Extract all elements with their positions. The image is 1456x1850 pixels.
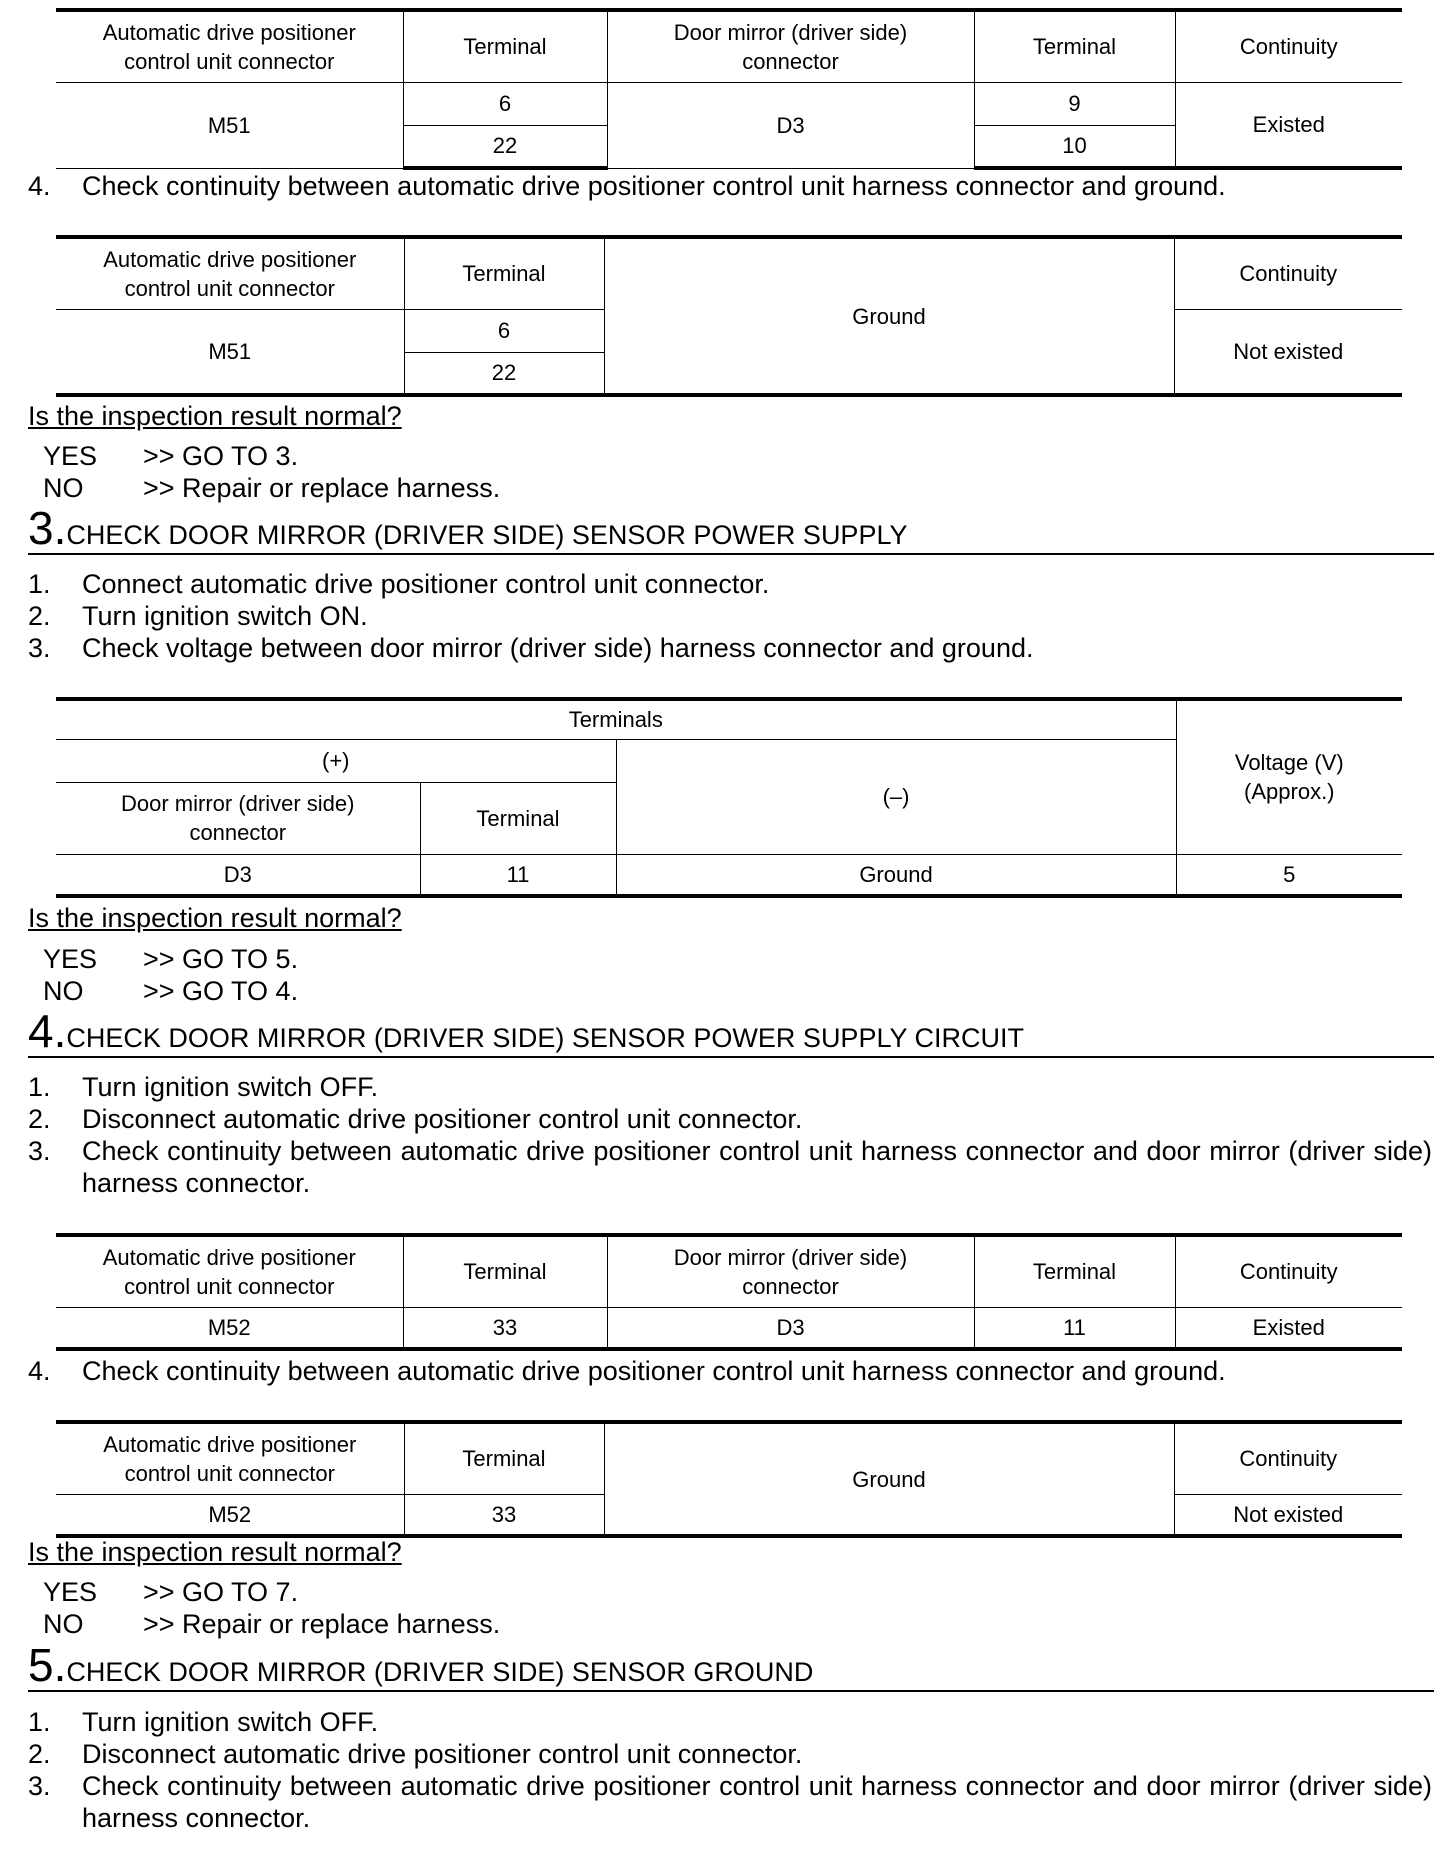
header-terminal: Terminal: [404, 237, 604, 309]
header-adp-connector: Automatic drive positioner control unit connector: [56, 1235, 403, 1307]
step-number: 3.: [28, 1771, 51, 1801]
section-heading-3: 3.CHECK DOOR MIRROR (DRIVER SIDE) SENSOR POWER SUPPLY: [28, 503, 1434, 555]
header-terminals: Terminals: [56, 699, 1176, 739]
voltage-table-d3: [56, 697, 1402, 898]
cell-mirror-connector: D3: [607, 82, 974, 168]
cell-continuity: Existed: [1175, 1307, 1402, 1349]
header-terminal: Terminal: [403, 1235, 607, 1307]
header-terminal: Terminal: [403, 10, 607, 82]
header-adp-connector: Automatic drive positioner control unit connector: [56, 10, 403, 82]
inspection-question: Is the inspection result normal?: [28, 401, 402, 431]
header-terminal: Terminal: [420, 782, 616, 854]
cell-connector: M51: [56, 82, 403, 168]
cell-ground: Ground: [604, 1422, 1174, 1536]
section-heading-4: 4.CHECK DOOR MIRROR (DRIVER SIDE) SENSOR POWER SUPPLY CIRCUIT: [28, 1006, 1434, 1058]
step-text: Check continuity between automatic drive positioner control unit harness connector and ground.: [82, 171, 1226, 201]
cell-connector: M51: [56, 309, 404, 395]
header-continuity: Continuity: [1174, 237, 1402, 309]
step-text: Check continuity between automatic drive positioner control unit harness connector and ground.: [82, 1356, 1226, 1386]
cell-mirror-terminal: 9: [974, 82, 1175, 125]
step-number: 2.: [28, 1739, 51, 1769]
step-text: Check voltage between door mirror (driver side) harness connector and ground.: [82, 633, 1034, 663]
cell-ground: Ground: [604, 237, 1174, 395]
header-plus: (+): [56, 739, 616, 782]
step-number: 4.: [28, 171, 51, 201]
inspection-question: Is the inspection result normal?: [28, 903, 402, 933]
header-continuity: Continuity: [1174, 1422, 1402, 1494]
answer-yes: YES >> GO TO 7.: [43, 1577, 299, 1607]
header-minus: (–): [616, 739, 1176, 854]
cell-continuity: Existed: [1175, 82, 1402, 168]
step-text: Disconnect automatic drive positioner control unit connector.: [82, 1104, 803, 1134]
continuity-table-m51-d3: [56, 8, 1402, 170]
cell-connector: D3: [56, 854, 420, 896]
cell-terminal: 6: [404, 309, 604, 352]
step-number: 2.: [28, 601, 51, 631]
cell-connector: M52: [56, 1494, 404, 1536]
answer-no: NO >> Repair or replace harness.: [43, 473, 501, 503]
step-text: Connect automatic drive positioner control unit connector.: [82, 569, 770, 599]
step-text: Disconnect automatic drive positioner control unit connector.: [82, 1739, 803, 1769]
step-text: Check continuity between automatic drive positioner control unit harness connector and door mirror (driver side) harness connector.: [82, 1771, 1432, 1833]
cell-mirror-terminal: 10: [974, 125, 1175, 168]
step-number: 1.: [28, 1072, 51, 1102]
cell-continuity: Not existed: [1174, 309, 1402, 395]
header-continuity: Continuity: [1175, 1235, 1402, 1307]
continuity-table-m52-ground: [56, 1420, 1402, 1538]
cell-terminal: 11: [420, 854, 616, 896]
answer-no: NO >> GO TO 4.: [43, 976, 299, 1006]
cell-terminal: 33: [403, 1307, 607, 1349]
cell-mirror-terminal: 11: [974, 1307, 1175, 1349]
cell-connector: M52: [56, 1307, 403, 1349]
step-number: 1.: [28, 569, 51, 599]
header-mirror-connector: Door mirror (driver side) connector: [607, 10, 974, 82]
inspection-question: Is the inspection result normal?: [28, 1537, 402, 1567]
continuity-table-m51-ground: [56, 235, 1402, 397]
step-number: 4.: [28, 1356, 51, 1386]
cell-terminal: 22: [404, 352, 604, 395]
continuity-table-m52-d3: [56, 1233, 1402, 1351]
step-text: Check continuity between automatic drive positioner control unit harness connector and door mirror (driver side) harness connector.: [82, 1136, 1432, 1198]
step-text: Turn ignition switch OFF.: [82, 1072, 379, 1102]
step-text: Turn ignition switch ON.: [82, 601, 368, 631]
header-terminal: Terminal: [974, 10, 1175, 82]
answer-yes: YES >> GO TO 3.: [43, 441, 299, 471]
header-adp-connector: Automatic drive positioner control unit connector: [56, 237, 404, 309]
header-mirror-connector: Door mirror (driver side) connector: [607, 1235, 974, 1307]
cell-continuity: Not existed: [1174, 1494, 1402, 1536]
header-terminal: Terminal: [974, 1235, 1175, 1307]
step-number: 3.: [28, 1136, 51, 1166]
header-voltage: Voltage (V) (Approx.): [1176, 699, 1402, 854]
cell-terminal: 6: [403, 82, 607, 125]
section-heading-5: 5.CHECK DOOR MIRROR (DRIVER SIDE) SENSOR GROUND: [28, 1640, 1434, 1692]
step-number: 2.: [28, 1104, 51, 1134]
step-number: 3.: [28, 633, 51, 663]
cell-voltage: 5: [1176, 854, 1402, 896]
cell-mirror-connector: D3: [607, 1307, 974, 1349]
cell-terminal: 33: [404, 1494, 604, 1536]
header-terminal: Terminal: [404, 1422, 604, 1494]
cell-minus: Ground: [616, 854, 1176, 896]
header-continuity: Continuity: [1175, 10, 1402, 82]
answer-no: NO >> Repair or replace harness.: [43, 1609, 501, 1639]
header-mirror-connector: Door mirror (driver side) connector: [56, 782, 420, 854]
cell-terminal: 22: [403, 125, 607, 168]
step-number: 1.: [28, 1707, 51, 1737]
step-text: Turn ignition switch OFF.: [82, 1707, 379, 1737]
header-adp-connector: Automatic drive positioner control unit connector: [56, 1422, 404, 1494]
answer-yes: YES >> GO TO 5.: [43, 944, 299, 974]
